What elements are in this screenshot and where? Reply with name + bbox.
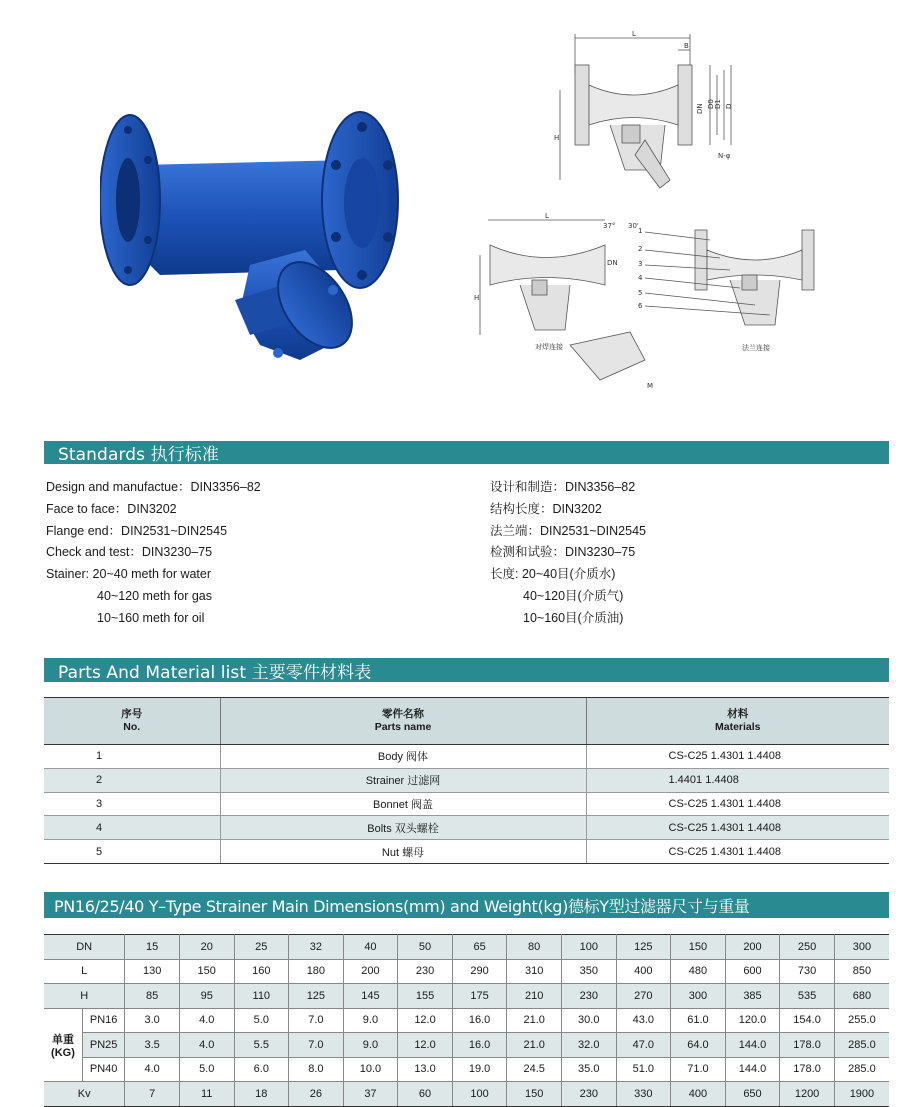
table-cell: 37 — [343, 1082, 398, 1107]
col-no: 序号 No. — [44, 698, 220, 745]
dim-label: H — [474, 294, 480, 302]
table-cell: 100 — [561, 935, 616, 960]
col-material: 材料 Materials — [586, 698, 889, 745]
table-cell: 80 — [507, 935, 562, 960]
table-cell: 30.0 — [561, 1008, 616, 1033]
table-cell: PN25 — [82, 1033, 124, 1058]
table-cell: 15 — [125, 935, 180, 960]
table-cell: 200 — [725, 935, 780, 960]
part-name: Bolts 双头螺栓 — [220, 816, 586, 840]
table-cell: 350 — [561, 959, 616, 984]
table-cell: 200 — [343, 959, 398, 984]
table-cell: 535 — [780, 984, 835, 1009]
standard-line: 长度: 20~40目(介质水) — [490, 567, 616, 582]
table-cell: 290 — [452, 959, 507, 984]
table-cell: 154.0 — [780, 1008, 835, 1033]
table-cell: 24.5 — [507, 1057, 562, 1082]
dim-label: N-φ — [718, 152, 731, 160]
table-cell: 6.0 — [234, 1057, 289, 1082]
y-strainer-photo — [100, 105, 410, 370]
table-cell: 270 — [616, 984, 671, 1009]
table-cell: 47.0 — [616, 1033, 671, 1058]
parts-header — [44, 658, 889, 682]
table-cell: 144.0 — [725, 1057, 780, 1082]
standard-line: Design and manufactue：DIN3356–82 — [46, 480, 261, 494]
table-cell: 160 — [234, 959, 289, 984]
dims-row-pn25 — [44, 1033, 889, 1058]
dimensions-table — [44, 934, 889, 1107]
table-cell: 180 — [289, 959, 344, 984]
table-cell: 4.0 — [179, 1008, 234, 1033]
table-cell: 1900 — [834, 1082, 889, 1107]
dim-label: H — [554, 134, 560, 142]
dim-label: DN — [696, 103, 704, 114]
part-name: Bonnet 阀盖 — [220, 792, 586, 816]
dims-title: PN16/25/40 Y–Type Strainer Main Dimensions(mm) and Weight(kg)德标Y型过滤器尺寸与重量 — [54, 896, 750, 916]
table-cell: 230 — [561, 984, 616, 1009]
table-cell: 7 — [125, 1082, 180, 1107]
table-cell: 150 — [179, 959, 234, 984]
table-cell: 250 — [780, 935, 835, 960]
table-cell: 3.0 — [125, 1008, 180, 1033]
table-cell: 12.0 — [398, 1008, 453, 1033]
table-cell: 26 — [289, 1082, 344, 1107]
standard-line: 40~120 meth for gas — [97, 588, 213, 603]
table-cell: 385 — [725, 984, 780, 1009]
parts-header-row — [44, 698, 889, 745]
table-cell: 155 — [398, 984, 453, 1009]
weight-label: 单重 (KG) — [44, 1008, 82, 1082]
table-cell: 1200 — [780, 1082, 835, 1107]
part-material: CS-C25 1.4301 1.4408 — [586, 816, 889, 840]
standard-line: 检测和试验：DIN3230–75 — [490, 545, 636, 560]
table-cell: PN40 — [82, 1057, 124, 1082]
part-no: 4 — [44, 816, 220, 840]
table-cell: 43.0 — [616, 1008, 671, 1033]
part-material: CS-C25 1.4301 1.4408 — [586, 840, 889, 864]
part-material: CS-C25 1.4301 1.4408 — [586, 745, 889, 769]
table-cell: 110 — [234, 984, 289, 1009]
standard-line: Flange end：DIN2531~DIN2545 — [46, 523, 228, 538]
table-cell: 175 — [452, 984, 507, 1009]
standard-line: 10~160 meth for oil — [97, 610, 205, 625]
table-cell: 71.0 — [671, 1057, 726, 1082]
table-cell: 25 — [234, 935, 289, 960]
table-cell: 120.0 — [725, 1008, 780, 1033]
dims-row-pn16 — [44, 1008, 889, 1033]
callout-number: 4 — [638, 274, 643, 282]
table-cell: 285.0 — [834, 1033, 889, 1058]
table-cell: 32 — [289, 935, 344, 960]
part-material: CS-C25 1.4301 1.4408 — [586, 792, 889, 816]
standards-en — [46, 477, 261, 630]
dim-label: D — [725, 103, 733, 109]
table-cell: 5.0 — [179, 1057, 234, 1082]
table-cell: 480 — [671, 959, 726, 984]
dim-label: B — [684, 42, 689, 50]
table-cell: 285.0 — [834, 1057, 889, 1082]
table-row — [44, 840, 889, 864]
table-cell: 40 — [343, 935, 398, 960]
table-cell: 150 — [507, 1082, 562, 1107]
dims-row-dn — [44, 935, 889, 960]
table-cell: 400 — [616, 959, 671, 984]
table-cell: 65 — [452, 935, 507, 960]
standard-line: 40~120目(介质气) — [523, 588, 624, 603]
table-cell: 9.0 — [343, 1008, 398, 1033]
standard-line: Check and test：DIN3230–75 — [46, 545, 213, 560]
flanged-dimension-drawing — [550, 30, 780, 190]
callout-number: 2 — [638, 245, 643, 253]
table-cell: 4.0 — [179, 1033, 234, 1058]
part-name: Body 阀体 — [220, 745, 586, 769]
table-cell: 64.0 — [671, 1033, 726, 1058]
table-cell: 20 — [179, 935, 234, 960]
table-cell: 7.0 — [289, 1033, 344, 1058]
part-name: Strainer 过滤网 — [220, 768, 586, 792]
table-cell: 178.0 — [780, 1057, 835, 1082]
dims-row-pn40 — [44, 1057, 889, 1082]
dim-label: DN — [607, 259, 618, 267]
part-no: 1 — [44, 745, 220, 769]
callout-number: 6 — [638, 302, 643, 310]
dim-label: D0 — [707, 99, 715, 109]
table-cell: 18 — [234, 1082, 289, 1107]
table-row — [44, 816, 889, 840]
col-name: 零件名称 Parts name — [220, 698, 586, 745]
table-cell: 85 — [125, 984, 180, 1009]
standard-line: 设计和制造：DIN3356–82 — [490, 480, 636, 494]
table-cell: 310 — [507, 959, 562, 984]
table-cell: 3.5 — [125, 1033, 180, 1058]
dim-label: D1 — [714, 99, 722, 109]
table-cell: 5.0 — [234, 1008, 289, 1033]
table-cell: 8.0 — [289, 1057, 344, 1082]
table-cell: 330 — [616, 1082, 671, 1107]
standards-header — [44, 441, 889, 464]
dims-row-l — [44, 959, 889, 984]
callout-number: 5 — [638, 289, 643, 297]
end-connection-drawing — [470, 210, 830, 405]
parts-table — [44, 697, 889, 864]
table-cell: 178.0 — [780, 1033, 835, 1058]
table-cell: 210 — [507, 984, 562, 1009]
detail-label: M — [647, 382, 654, 390]
table-cell: 255.0 — [834, 1008, 889, 1033]
table-row — [44, 768, 889, 792]
table-cell: 300 — [671, 984, 726, 1009]
standards-cn — [490, 477, 646, 630]
part-no: 3 — [44, 792, 220, 816]
table-cell: Kv — [44, 1082, 125, 1107]
table-cell: 600 — [725, 959, 780, 984]
standards-title: Standards 执行标准 — [58, 445, 219, 465]
table-cell: 16.0 — [452, 1033, 507, 1058]
table-cell: 230 — [398, 959, 453, 984]
dims-row-h — [44, 984, 889, 1009]
table-cell: 95 — [179, 984, 234, 1009]
table-cell: 125 — [616, 935, 671, 960]
table-cell: 13.0 — [398, 1057, 453, 1082]
table-cell: DN — [44, 935, 125, 960]
table-cell: 5.5 — [234, 1033, 289, 1058]
table-cell: 144.0 — [725, 1033, 780, 1058]
part-no: 2 — [44, 768, 220, 792]
table-cell: 730 — [780, 959, 835, 984]
standard-line: 10~160目(介质油) — [523, 610, 624, 625]
table-cell: 150 — [671, 935, 726, 960]
table-cell: 51.0 — [616, 1057, 671, 1082]
standard-line: 结构长度：DIN3202 — [490, 501, 602, 516]
table-cell: 35.0 — [561, 1057, 616, 1082]
table-cell: 19.0 — [452, 1057, 507, 1082]
standard-line: 法兰端：DIN2531~DIN2545 — [490, 523, 646, 538]
table-cell: 145 — [343, 984, 398, 1009]
callout-number: 3 — [638, 260, 643, 268]
standard-line: Stainer: 20~40 meth for water — [46, 567, 212, 582]
part-name: Nut 螺母 — [220, 840, 586, 864]
table-cell: 680 — [834, 984, 889, 1009]
table-cell: 400 — [671, 1082, 726, 1107]
table-cell: 21.0 — [507, 1033, 562, 1058]
part-no: 5 — [44, 840, 220, 864]
callout-number: 1 — [638, 227, 643, 235]
table-cell: 230 — [561, 1082, 616, 1107]
table-cell: 21.0 — [507, 1008, 562, 1033]
table-cell: 50 — [398, 935, 453, 960]
dims-row-kv — [44, 1082, 889, 1107]
table-cell: H — [44, 984, 125, 1009]
table-cell: L — [44, 959, 125, 984]
part-material: 1.4401 1.4408 — [586, 768, 889, 792]
table-cell: 130 — [125, 959, 180, 984]
table-cell: 60 — [398, 1082, 453, 1107]
table-cell: 4.0 — [125, 1057, 180, 1082]
table-cell: 32.0 — [561, 1033, 616, 1058]
dim-label: 30' — [628, 222, 639, 230]
table-cell: 7.0 — [289, 1008, 344, 1033]
standard-line: Face to face：DIN3202 — [46, 501, 177, 516]
table-cell: 11 — [179, 1082, 234, 1107]
table-cell: 850 — [834, 959, 889, 984]
flange-caption: 法兰连接 — [742, 344, 770, 352]
table-cell: PN16 — [82, 1008, 124, 1033]
table-cell: 650 — [725, 1082, 780, 1107]
table-cell: 61.0 — [671, 1008, 726, 1033]
dim-label: 37° — [603, 222, 616, 230]
table-row — [44, 792, 889, 816]
dims-header — [44, 892, 889, 918]
table-cell: 16.0 — [452, 1008, 507, 1033]
table-cell: 12.0 — [398, 1033, 453, 1058]
table-cell: 9.0 — [343, 1033, 398, 1058]
dim-label: L — [545, 212, 549, 220]
table-cell: 300 — [834, 935, 889, 960]
table-cell: 100 — [452, 1082, 507, 1107]
parts-title: Parts And Material list 主要零件材料表 — [58, 662, 372, 683]
table-row — [44, 745, 889, 769]
table-cell: 10.0 — [343, 1057, 398, 1082]
weld-caption: 对焊连接 — [535, 343, 563, 351]
dim-label: L — [632, 30, 636, 38]
table-cell: 125 — [289, 984, 344, 1009]
